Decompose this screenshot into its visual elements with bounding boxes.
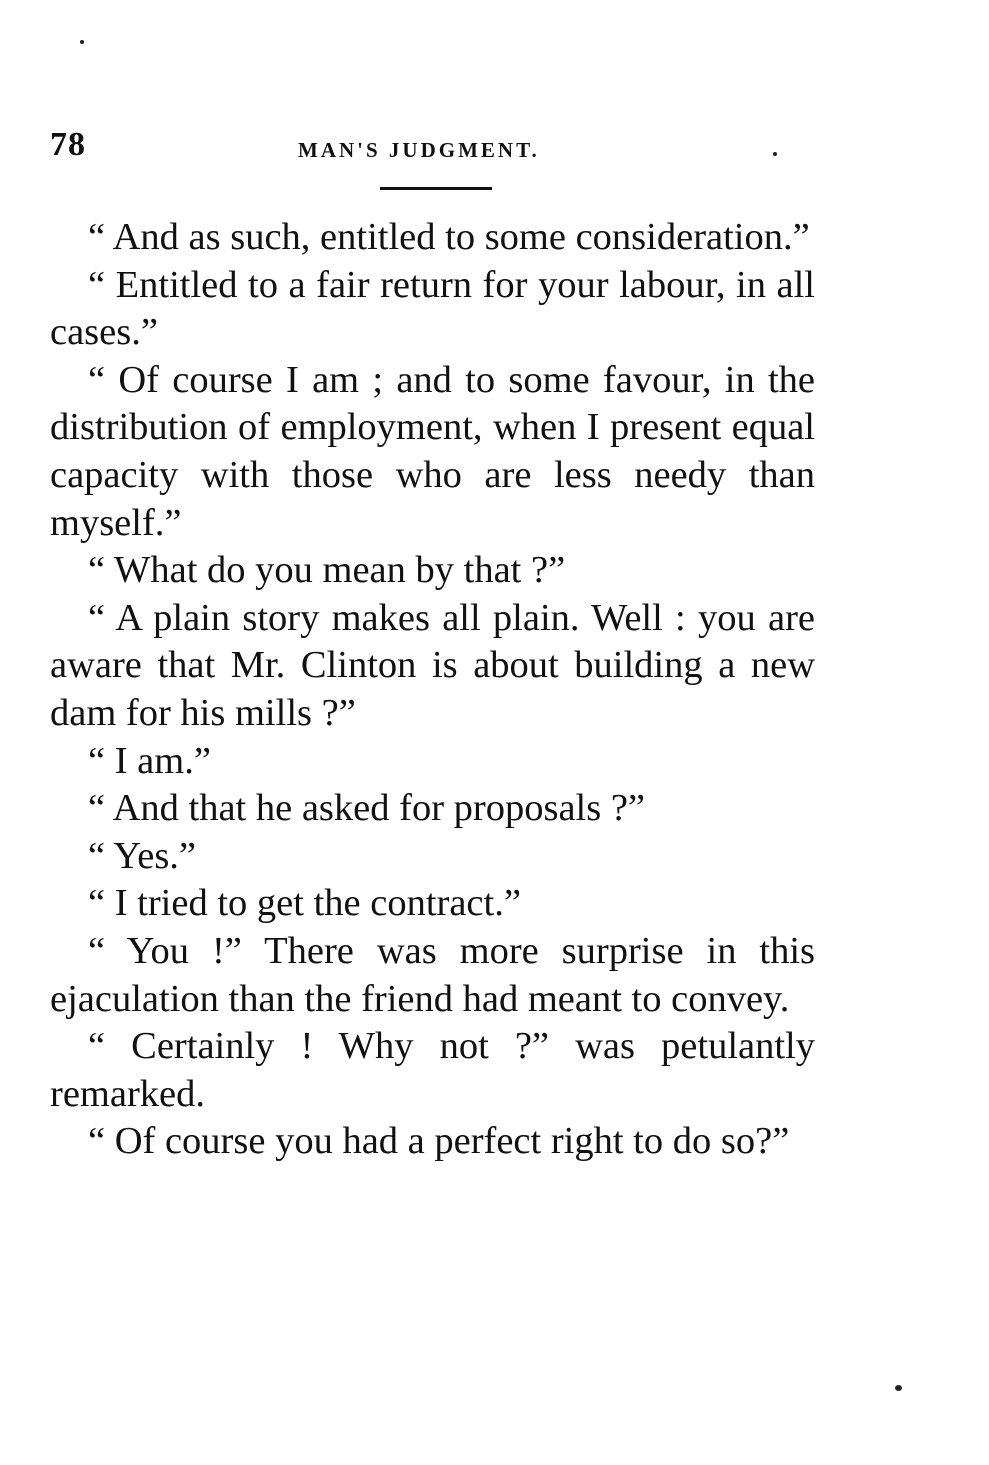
paragraph: “ And that he asked for proposals ?” [88, 787, 646, 830]
page-number: 78 [50, 126, 86, 163]
paragraph: “ I am.” [88, 739, 211, 782]
paragraph: “ I tried to get the contract.” [88, 882, 521, 925]
running-title: MAN'S JUDGMENT. [298, 138, 540, 162]
header-rule [380, 187, 492, 190]
paragraph: “ Of course you had a perfect right to do so?” [88, 1120, 790, 1163]
paragraph: “ Of course I am ; and to some favour, in the distribution of employment, when I present equal capacity with those who are less needy than myself.” [50, 358, 815, 544]
paragraph: “ A plain story makes all plain. Well : you are aware that Mr. Clinton is about building a new dam for his mills ?” [50, 596, 815, 734]
paragraph: “ What do you mean by that ?” [88, 549, 566, 592]
paragraph: “ Yes.” [88, 834, 197, 877]
speck-mark-top [80, 40, 84, 44]
paragraph: “ You !” There was more surprise in this ejaculation than the friend had meant to convey. [50, 929, 815, 1020]
paragraph: “ And as such, entitled to some consideration.” [88, 216, 810, 258]
body-text [50, 214, 815, 1166]
speck-mark-header [773, 152, 777, 156]
speck-mark-bottom [895, 1385, 902, 1391]
paragraph: “ Entitled to a fair return for your labour, in all cases.” [50, 263, 815, 354]
paragraph: “ Certainly ! Why not ?” was petulantly remarked. [50, 1025, 815, 1115]
